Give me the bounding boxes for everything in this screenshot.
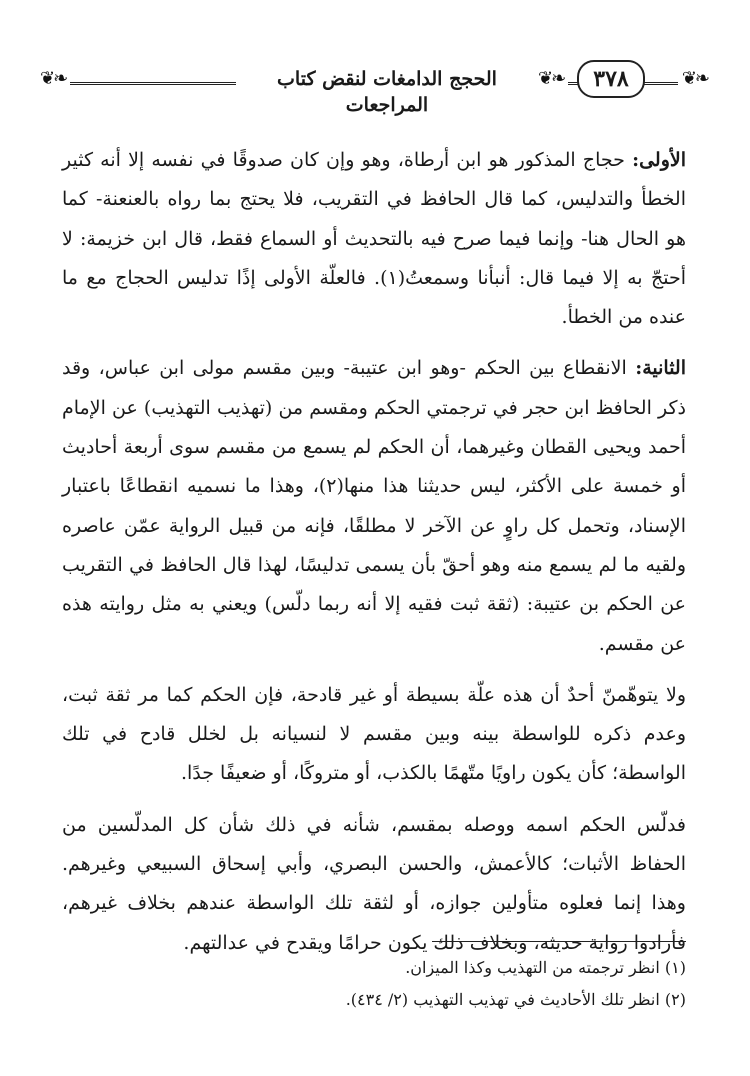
main-text [62,141,686,963]
footnote-separator [432,941,686,942]
paragraph-lead: الثانية: [635,357,686,380]
right-ornament-icon: ❦❧ [678,68,708,90]
paragraph-second [62,349,686,663]
footnote-2: (٢) انظر تلك الأحاديث في تهذيب التهذيب (٢/ ٤٣٤). [345,990,686,1009]
running-title: الحجج الدامغات لنقض كتاب المراجعات [236,66,538,118]
page-number: ٣٧٨ [577,60,645,98]
paragraph-lead: الأولى: [632,149,686,171]
footnote-1: (١) انظر ترجمته من التهذيب وكذا الميزان. [405,958,686,977]
middle-ornament-icon: ❦❧ [534,68,568,90]
left-ornament-icon: ❦❧ [40,68,70,90]
paragraph-third [62,676,686,794]
paragraph-text: حجاج المذكور هو ابن أرطاة، وهو وإن كان صدوقًا في نفسه إلا أنه كثير الخطأ والتدليس، كما قال الحافظ في التقريب، فلا يحتج بما رواه بالعنعنة- كما هو الحال هنا- وإنما فيما صرح فيه بالتحديث أو السماع فقط، قال ابن خزيمة: لا أحتجّ به إلا فيما قال: أنبأنا وسمعتُ(١). فالعلّة الأولى إذًا تدليس الحجاج مع ما عنده من الخطأ. [62,149,686,329]
paragraph-text: ولا يتوهّمنّ أحدٌ أن هذه علّة بسيطة أو غير قادحة، فإن الحكم كما مر ثقة ثبت، وعدم ذكره للواسطة بينه وبين مقسم لا لنسيانه بل لخلل قادح في تلك الواسطة؛ كأن يكون راويًا متّهمًا بالكذب، أو متروكًا، أو ضعيفًا جدًا. [62,683,686,785]
footnotes [62,952,686,1016]
paragraph-text: الانقطاع بين الحكم -وهو ابن عتيبة- وبين مقسم مولى ابن عباس، وقد ذكر الحافظ ابن حجر في ترجمتي الحكم ومقسم من (تهذيب التهذيب) عن الإمام أحمد ويحيى القطان وغيرهما، أن الحكم لم يسمع من مقسم سوى أربعة أحاديث أو خمسة على الأكثر، ليس حديثنا هذا منها(٢)، وهذا ما نسميه انقطاعًا باعتبار الإسناد، وتحمل كل راوٍ عن الآخر لا مطلقًا، فإنه من قبيل الرواية عمّن عاصره ولقيه ما لم يسمع منه وهو أحقّ بأن يسمى تدليسًا، لهذا قال الحافظ في التقريب عن الحكم بن عتيبة: (ثقة ثبت فقيه إلا أنه ربما دلّس) ويعني به مثل روايته هذه عن مقسم. [62,357,687,655]
paragraph-first [62,141,686,337]
running-header [40,56,708,116]
paragraph-text: فدلّس الحكم اسمه ووصله بمقسم، شأنه في ذلك شأن كل المدلّسين من الحفاظ الأثبات؛ كالأعمش، والحسن البصري، وأبي إسحاق السبيعي وغيرهم. وهذا إنما فعلوه متأولين جوازه، أو لثقة تلك الواسطة عندهم بخلاف غيرهم، فأرادوا رواية حديثه، وبخلاف ذلك يكون حرامًا ويقدح في عدالتهم. [62,813,686,954]
paragraph-fourth [62,806,686,963]
